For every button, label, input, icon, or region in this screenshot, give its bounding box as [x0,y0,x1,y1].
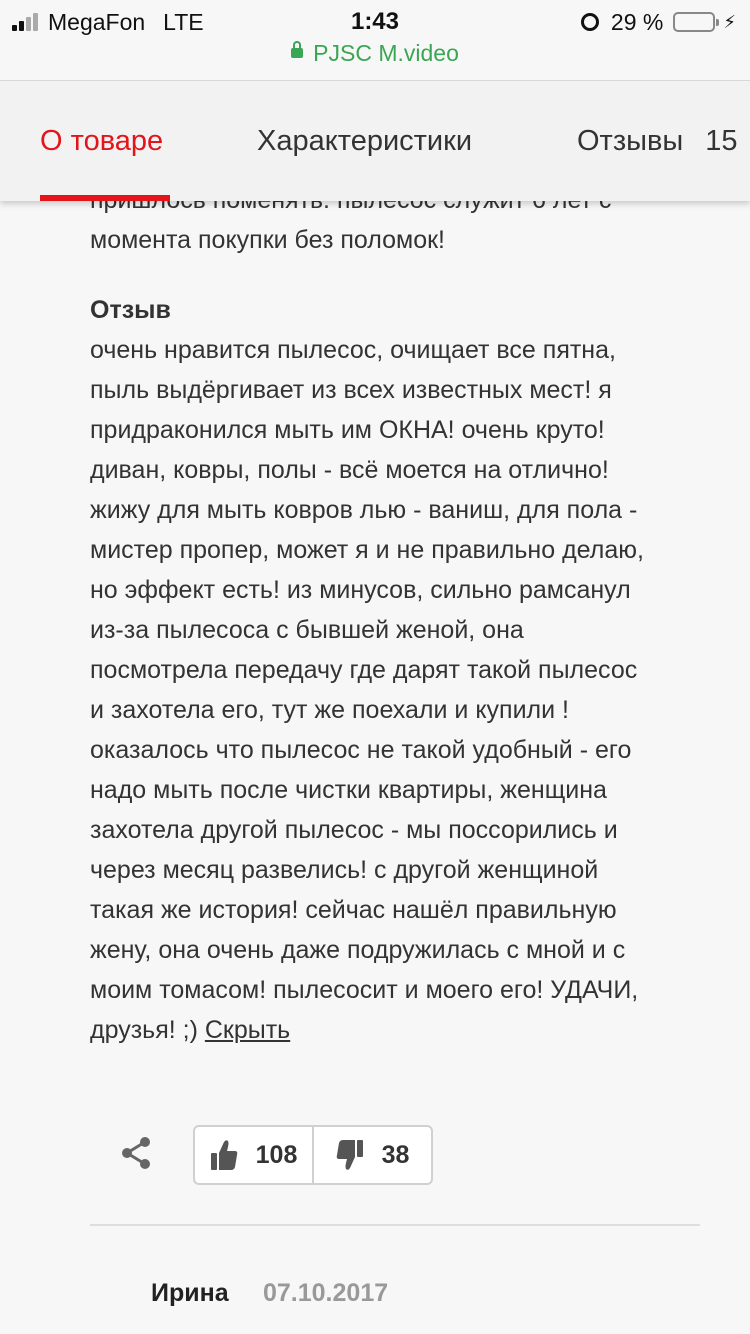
review-last-text: друзья! ;) [90,1016,198,1044]
review-line: из-за пылесоса с бывшей женой, она [90,616,524,644]
alarm-icon [581,13,599,31]
review-line: но эффект есть! из минусов, сильно рамсанул [90,576,631,604]
tab-reviews[interactable] [577,125,738,158]
thumbs-down-icon [336,1139,364,1171]
dislike-button[interactable] [312,1127,431,1183]
review-date: 07.10.2017 [263,1279,389,1307]
product-tabs [0,80,750,201]
review-body [90,180,710,1050]
like-button[interactable] [195,1127,312,1183]
tab-characteristics[interactable]: Характеристики [257,125,473,157]
review-line: мистер пропер, может я и не правильно делаю, [90,536,644,564]
status-right [581,8,736,36]
review-line: надо мыть после чистки квартиры, женщина [90,776,607,804]
review-prev-tail: момента покупки без поломок! [90,226,445,254]
share-button[interactable] [120,1136,152,1170]
thumbs-up-icon [210,1139,238,1171]
share-icon [120,1136,152,1170]
battery-icon [673,12,715,32]
review-line: пыль выдёргивает из всех известных мест! я [90,376,612,404]
carrier-name: MegaFon [48,8,146,35]
review-line: моим томасом! пылесосит и моего его! УДАЧИ, [90,976,639,1004]
review-line: жену, она очень даже подружилась с мной и с [90,936,626,964]
review-line: захотела другой пылесос - мы поссорились и [90,816,618,844]
review-line: оказалось что пылесос не такой удобный - его [90,736,632,764]
dislike-count: 38 [381,1140,410,1169]
review-heading: Отзыв [90,296,171,324]
charging-icon: ⚡ [723,11,736,32]
review-line: придраконился мыть им ОКНА! очень круто! [90,416,605,444]
vote-buttons [193,1125,433,1185]
url-bar[interactable] [0,40,750,67]
tab-reviews-label: Отзывы [577,125,684,157]
review-line: диван, ковры, полы - всё моется на отлично! [90,456,609,484]
review-divider [90,1224,700,1226]
battery-percent: 29 % [610,8,664,35]
like-count: 108 [255,1140,298,1169]
review-line: очень нравится пылесос, очищает все пятна, [90,336,616,364]
status-bar [0,0,750,81]
tab-reviews-count: 15 [705,125,738,157]
clock: 1:43 [350,8,400,35]
active-tab-indicator [40,195,170,201]
review-line: через месяц развелись! с другой женщиной [90,856,599,884]
review-line: посмотрела передачу где дарят такой пылесос [90,656,638,684]
review-author: Ирина [151,1279,229,1307]
review-line: жижу для мыть ковров лью - ваниш, для пола - [90,496,638,524]
lock-icon [291,48,303,58]
review-last-line [90,1010,710,1050]
tab-about-product[interactable]: О товаре [40,125,164,157]
hide-review-link[interactable]: Скрыть [204,1016,291,1044]
review-line: такая же история! сейчас нашёл правильную [90,896,617,924]
review-line: и захотела его, тут же поехали и купили ! [90,696,569,724]
url-text: PJSC M.video [313,40,459,66]
network-type: LTE [163,8,204,35]
